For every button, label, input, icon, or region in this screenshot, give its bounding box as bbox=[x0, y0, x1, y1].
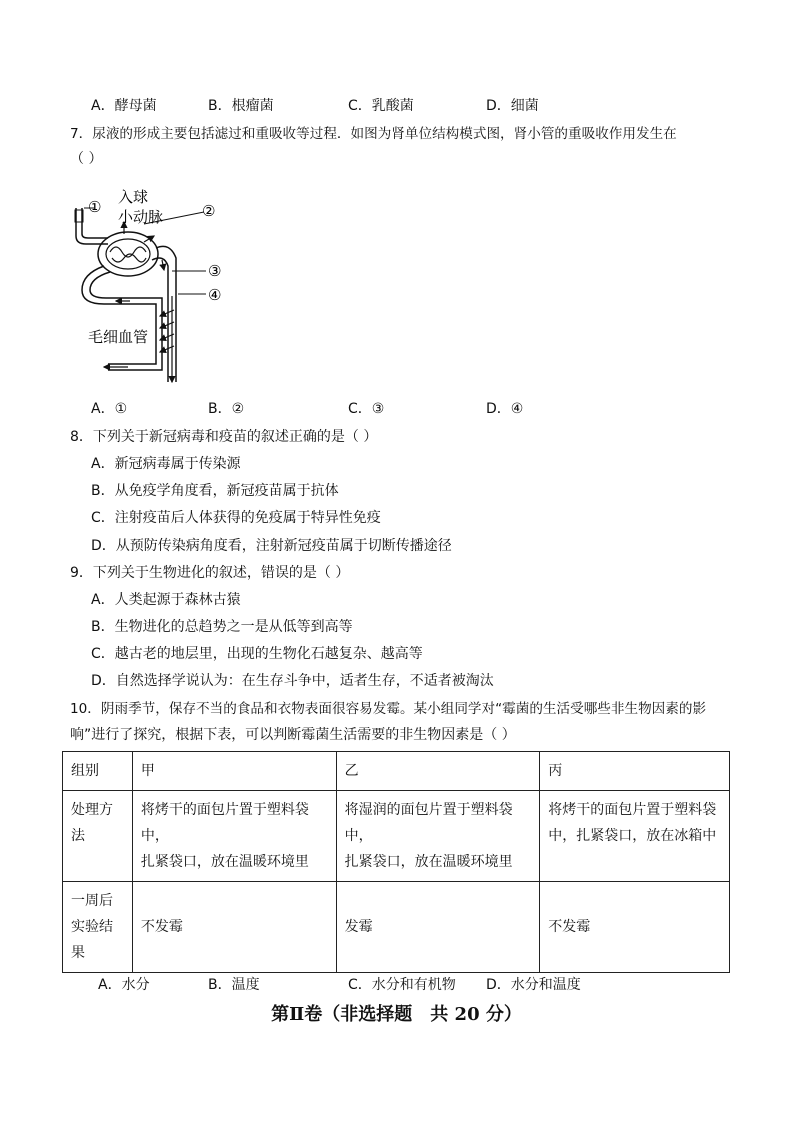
q7-option-b: B．② bbox=[208, 401, 245, 417]
q10-stem-line2: 响”进行了探究，根据下表，可以判断霉菌生活需要的非生物因素是（ ） bbox=[70, 727, 516, 743]
table-cell bbox=[336, 791, 540, 882]
nephron-diagram bbox=[68, 186, 238, 386]
row-label-line: 处理方 bbox=[71, 802, 113, 818]
q6-option-b: B．根瘤菌 bbox=[208, 98, 274, 114]
row-label-line: 一周后 bbox=[71, 893, 113, 909]
q9-option-b: B．生物进化的总趋势之一是从低等到高等 bbox=[91, 619, 353, 635]
q7-option-a: A．① bbox=[91, 401, 128, 417]
q10-option-a: A．水分 bbox=[98, 977, 150, 993]
cell-line: 将湿润的面包片置于塑料袋中， bbox=[344, 802, 513, 844]
cell-line: 中，扎紧袋口，放在冰箱中 bbox=[548, 828, 717, 844]
q8-stem: 8．下列关于新冠病毒和疫苗的叙述正确的是（ ） bbox=[70, 429, 378, 445]
q7-stem-line2: （ ） bbox=[70, 151, 103, 167]
glomerulus bbox=[110, 247, 146, 257]
q9-option-a: A．人类起源于森林古猿 bbox=[91, 592, 241, 608]
q9-option-d: D．自然选择学说认为：在生存斗争中，适者生存，不适者被淘汰 bbox=[91, 673, 494, 689]
text-afferent-2: 小动脉 bbox=[118, 208, 164, 226]
q10-option-b: B．温度 bbox=[208, 977, 260, 993]
table-header-cell: 乙 bbox=[336, 752, 540, 791]
experiment-table bbox=[62, 751, 730, 973]
q6-option-d: D．细菌 bbox=[486, 98, 539, 114]
table-row-label bbox=[63, 791, 133, 882]
row-label-line: 实验结 bbox=[71, 919, 113, 935]
label-3: ③ bbox=[208, 262, 222, 280]
q6-option-a: A．酵母菌 bbox=[91, 98, 157, 114]
q10-option-d: D．水分和温度 bbox=[486, 977, 581, 993]
row-label-line: 法 bbox=[71, 828, 85, 844]
q8-option-b: B．从免疫学角度看，新冠疫苗属于抗体 bbox=[91, 483, 339, 499]
q8-option-a: A．新冠病毒属于传染源 bbox=[91, 456, 241, 472]
table-row bbox=[63, 882, 730, 973]
label-1: ① bbox=[88, 198, 102, 216]
q7-stem-line1: 7．尿液的形成主要包括滤过和重吸收等过程．如图为肾单位结构模式图，肾小管的重吸收作用发生在 bbox=[70, 126, 677, 142]
cell-line: 将烤干的面包片置于塑料袋 bbox=[548, 802, 717, 818]
table-row bbox=[63, 791, 730, 882]
section-title: 第Ⅱ卷（非选择题 共 20 分） bbox=[271, 1004, 522, 1025]
q10-option-c: C．水分和有机物 bbox=[348, 977, 456, 993]
cell-line: 将烤干的面包片置于塑料袋中， bbox=[140, 802, 309, 844]
row-label-line: 果 bbox=[71, 945, 85, 961]
q9-option-c: C．越古老的地层里，出现的生物化石越复杂、越高等 bbox=[91, 646, 423, 662]
renal-tubule bbox=[156, 246, 176, 382]
label-2: ② bbox=[202, 202, 216, 220]
table-header-row bbox=[63, 752, 730, 791]
q8-option-d: D．从预防传染病角度看，注射新冠疫苗属于切断传播途径 bbox=[91, 538, 452, 554]
q7-option-c: C．③ bbox=[348, 401, 385, 417]
q9-stem: 9．下列关于生物进化的叙述，错误的是（ ） bbox=[70, 565, 350, 581]
table-row-label bbox=[63, 882, 133, 973]
table-cell bbox=[540, 791, 730, 882]
q8-option-c: C．注射疫苗后人体获得的免疫属于特异性免疫 bbox=[91, 510, 381, 526]
table-cell bbox=[132, 791, 336, 882]
table-cell: 不发霉 bbox=[540, 882, 730, 973]
label-4: ④ bbox=[208, 286, 222, 304]
q6-option-c: C．乳酸菌 bbox=[348, 98, 414, 114]
table-cell: 不发霉 bbox=[132, 882, 336, 973]
cell-line: 扎紧袋口，放在温暖环境里 bbox=[344, 854, 513, 870]
text-capillary: 毛细血管 bbox=[88, 328, 149, 346]
table-header-cell: 组别 bbox=[63, 752, 133, 791]
table-header-cell: 丙 bbox=[540, 752, 730, 791]
q7-option-d: D．④ bbox=[486, 401, 524, 417]
table-cell: 发霉 bbox=[336, 882, 540, 973]
table-header-cell: 甲 bbox=[132, 752, 336, 791]
cell-line: 扎紧袋口，放在温暖环境里 bbox=[140, 854, 309, 870]
text-afferent-1: 入球 bbox=[118, 188, 149, 206]
q10-stem-line1: 10．阴雨季节，保存不当的食品和衣物表面很容易发霉。某小组同学对“霉菌的生活受哪些非生物因素的影 bbox=[70, 701, 707, 717]
